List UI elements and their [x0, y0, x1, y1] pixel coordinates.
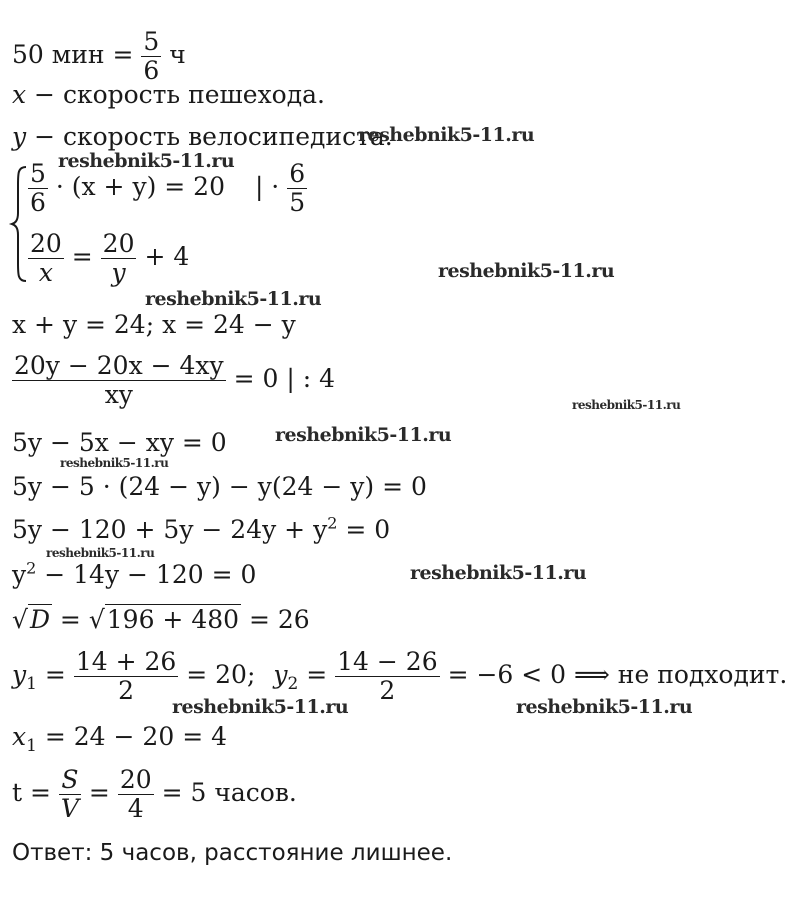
text: 5y − 5 · (24 − y) − y(24 − y) = 0 — [12, 472, 427, 501]
variable: y — [12, 122, 27, 151]
watermark: reshebnik5-11.ru — [58, 150, 235, 172]
text: = 5 часов. — [161, 778, 297, 807]
line-5y-5x-xy — [12, 428, 227, 458]
text: = — [71, 242, 93, 271]
subscript: 1 — [26, 674, 37, 694]
line-y-definition — [12, 122, 393, 152]
subscript: 1 — [26, 736, 37, 756]
fraction-5-6 — [141, 28, 161, 85]
numerator: 20 — [30, 229, 62, 258]
text: = 20; — [186, 660, 256, 689]
variable: y — [12, 660, 27, 689]
line-combined-fraction — [12, 352, 335, 409]
denominator: y — [101, 258, 137, 287]
line-substitution — [12, 472, 427, 502]
text: 50 мин = — [12, 40, 134, 69]
watermark: reshebnik5-11.ru — [516, 696, 693, 718]
line-time — [12, 766, 297, 823]
text: = — [298, 660, 328, 689]
exponent: 2 — [26, 558, 37, 578]
fraction-s-v — [59, 766, 81, 823]
numerator: 6 — [289, 159, 306, 188]
numerator: 5 — [30, 159, 46, 188]
watermark: reshebnik5-11.ru — [438, 260, 615, 282]
answer-line — [12, 838, 452, 868]
text: x + y = 24; x = 24 − y — [12, 310, 296, 339]
text: ч — [169, 40, 186, 69]
sqrt-sign: √ — [12, 605, 28, 634]
text: 5y − 5x − xy = 0 — [12, 428, 227, 457]
denominator: x — [28, 258, 64, 287]
watermark: reshebnik5-11.ru — [46, 546, 155, 560]
numerator: 20 — [119, 765, 152, 794]
text: − скорость пешехода. — [26, 80, 325, 109]
denominator: 4 — [118, 794, 154, 823]
fraction-6-5 — [287, 160, 307, 217]
denominator: 6 — [143, 56, 160, 85]
line-quadratic — [12, 560, 256, 590]
text: = −6 < 0 ⟹ не подходит. — [447, 660, 787, 689]
fraction-root-1 — [74, 648, 178, 705]
numerator: 5 — [143, 27, 160, 56]
watermark: reshebnik5-11.ru — [358, 124, 535, 146]
watermark: reshebnik5-11.ru — [410, 562, 587, 584]
text: y — [12, 560, 27, 589]
variable: x — [12, 80, 27, 109]
radicand: D — [29, 605, 50, 634]
subscript: 2 — [287, 674, 299, 694]
numerator: 14 − 26 — [337, 647, 438, 676]
text: = — [88, 778, 110, 807]
line-x-definition — [12, 80, 325, 110]
text: t = — [12, 778, 51, 807]
line-sum-24 — [12, 310, 296, 340]
numerator: 20 — [102, 229, 135, 258]
text: · (x + y) = 20 — [55, 172, 225, 201]
fraction-20-y — [101, 230, 137, 287]
watermark: reshebnik5-11.ru — [275, 424, 452, 446]
text: | · — [254, 172, 280, 201]
numerator: 14 + 26 — [75, 647, 177, 676]
line-x1 — [12, 722, 227, 756]
line-expanded — [12, 515, 390, 545]
denominator: V — [60, 794, 79, 823]
system-equation-2 — [28, 230, 189, 287]
text: = 0 | : 4 — [233, 364, 336, 393]
fraction-20-4 — [118, 766, 154, 823]
fraction-20-x — [28, 230, 64, 287]
variable: y — [273, 660, 288, 689]
fraction-root-2 — [335, 648, 439, 705]
denominator: 5 — [289, 188, 306, 217]
line-minutes-conversion — [12, 28, 186, 85]
fraction-5-6 — [28, 160, 48, 217]
denominator: xy — [12, 380, 226, 409]
text: = — [36, 660, 66, 689]
denominator: 2 — [74, 676, 178, 705]
fraction-combined — [12, 352, 226, 409]
text: + 4 — [144, 242, 190, 271]
text: − скорость велосипедиста. — [26, 122, 393, 151]
system-brace-icon — [10, 165, 30, 283]
line-discriminant — [12, 604, 310, 635]
watermark: reshebnik5-11.ru — [172, 696, 349, 718]
variable: x — [12, 722, 27, 751]
text: 5y − 120 + 5y − 24y + y — [12, 515, 328, 544]
numerator: S — [61, 765, 79, 794]
denominator: 2 — [335, 676, 439, 705]
watermark: reshebnik5-11.ru — [60, 456, 169, 470]
answer-text: Ответ: 5 часов, расстояние лишнее. — [12, 840, 453, 866]
text: = √ — [51, 605, 105, 634]
exponent: 2 — [327, 513, 338, 533]
text: − 14y − 120 = 0 — [36, 560, 257, 589]
text: = 24 − 20 = 4 — [36, 722, 227, 751]
denominator: 6 — [30, 188, 46, 217]
numerator: 20y − 20x − 4xy — [14, 351, 224, 380]
watermark: reshebnik5-11.ru — [572, 398, 681, 412]
text: = 0 — [337, 515, 391, 544]
watermark: reshebnik5-11.ru — [145, 288, 322, 310]
radicand: 196 + 480 — [106, 605, 240, 634]
text: = 26 — [241, 605, 310, 634]
